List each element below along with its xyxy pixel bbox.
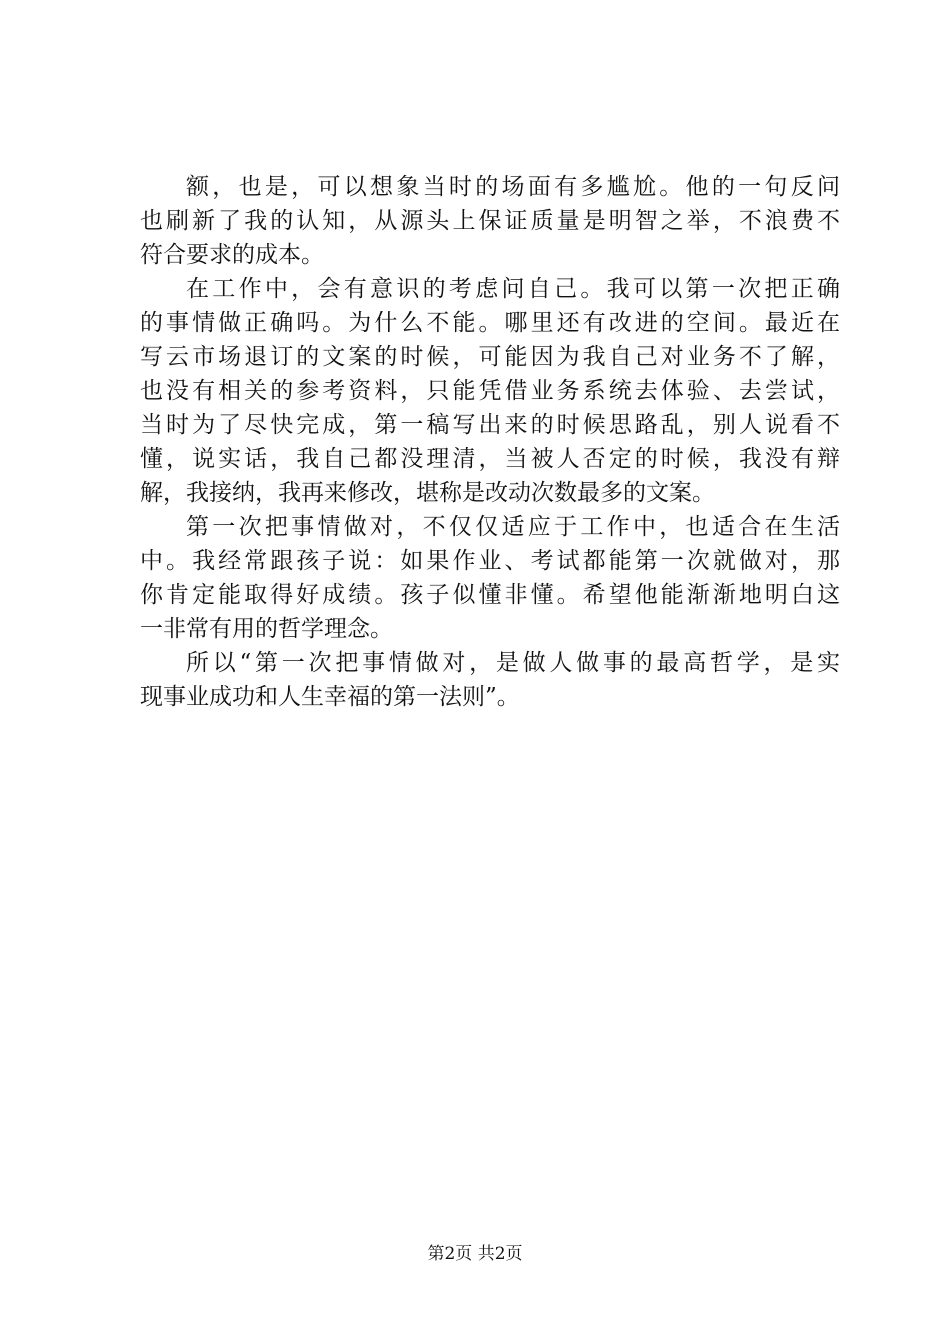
paragraph-1-line-3: 符合要求的成本。: [140, 242, 324, 268]
paragraph-2-line-1: 在工作中，会有意识的考虑问自己。我可以第一次把正确: [186, 276, 840, 302]
page-footer: 第2页 共2页: [427, 1244, 523, 1264]
paragraph-2-line-6: 懂，说实话，我自己都没理清，当被人否定的时候，我没有辩: [140, 446, 840, 472]
paragraph-1-line-1: 额，也是，可以想象当时的场面有多尴尬。他的一句反问: [186, 174, 840, 200]
paragraph-2-line-2: 的事情做正确吗。为什么不能。哪里还有改进的空间。最近在: [140, 310, 840, 336]
paragraph-2-line-4: 也没有相关的参考资料，只能凭借业务系统去体验、去尝试，: [140, 378, 840, 404]
document-body: [140, 170, 840, 714]
paragraph-4-line-1: 所以“第一次把事情做对，是做人做事的最高哲学，是实: [186, 650, 840, 676]
paragraph-2-line-3: 写云市场退订的文案的时候，可能因为我自己对业务不了解，: [140, 344, 840, 370]
paragraph-4-line-2: 现事业成功和人生幸福的第一法则”。: [140, 684, 520, 710]
paragraph-3-line-4: 一非常有用的哲学理念。: [140, 616, 393, 642]
paragraph-2-line-5: 当时为了尽快完成，第一稿写出来的时候思路乱，别人说看不: [140, 412, 840, 438]
paragraph-3-line-3: 你肯定能取得好成绩。孩子似懂非懂。希望他能渐渐地明白这: [140, 582, 840, 608]
paragraph-1-line-2: 也刷新了我的认知，从源头上保证质量是明智之举，不浪费不: [140, 208, 840, 234]
paragraph-2-line-7: 解，我接纳，我再来修改，堪称是改动次数最多的文案。: [140, 480, 715, 506]
paragraph-3-line-1: 第一次把事情做对，不仅仅适应于工作中，也适合在生活: [186, 514, 840, 540]
paragraph-3-line-2: 中。我经常跟孩子说：如果作业、考试都能第一次就做对，那: [140, 548, 840, 574]
